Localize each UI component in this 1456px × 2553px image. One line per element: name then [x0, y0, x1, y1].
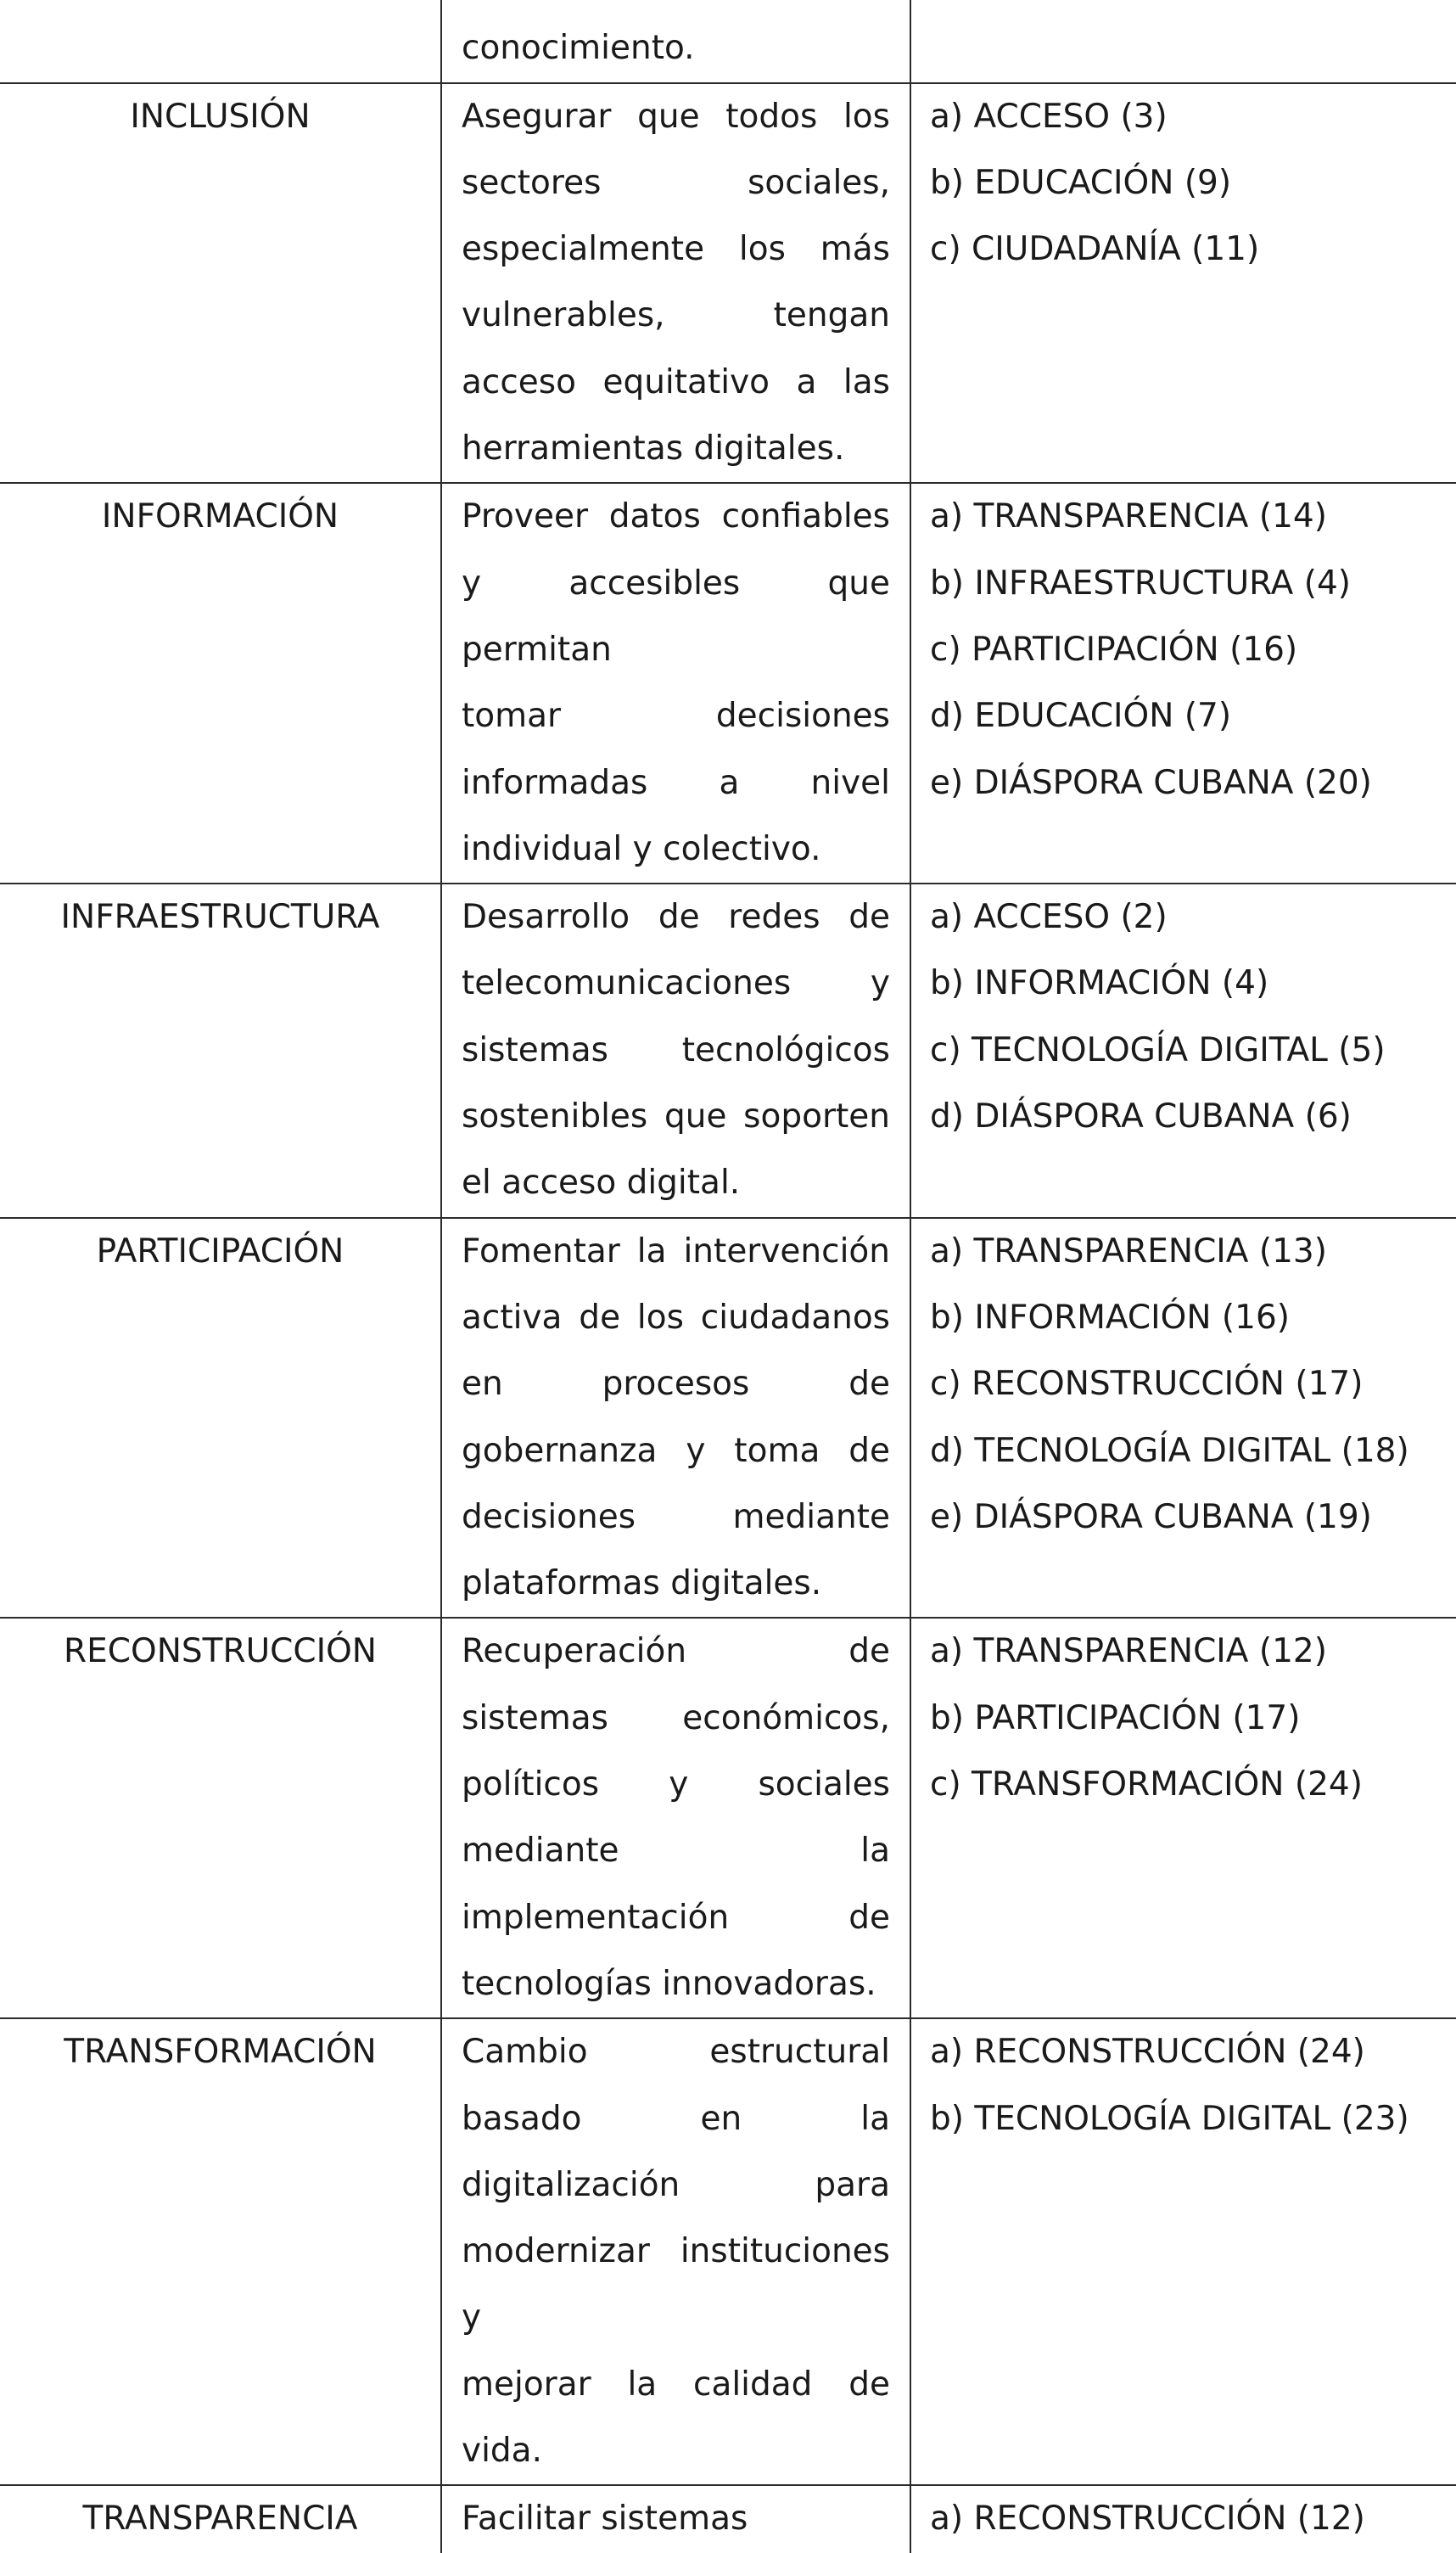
relation-item: a) ACCESO (3) [930, 97, 1168, 136]
definition-cell [441, 884, 910, 1217]
relations-cell [910, 483, 1456, 884]
definition-cell [441, 2018, 910, 2485]
definition-line: Asegurar que todos los [462, 97, 890, 136]
term-label: INCLUSIÓN [130, 97, 311, 136]
table-row [0, 0, 1456, 83]
relation-item: c) PARTICIPACIÓN (16) [930, 630, 1298, 669]
relations-cell [910, 2485, 1456, 2552]
relation-item: d) EDUCACIÓN (7) [930, 697, 1232, 736]
definition-line: Cambio estructural [462, 2033, 890, 2072]
table-row [0, 2485, 1456, 2552]
relations-cell [910, 1618, 1456, 2018]
table-row [0, 83, 1456, 484]
definition-line [462, 0, 890, 15]
relation-item: a) TRANSPARENCIA (13) [930, 1232, 1327, 1271]
term-cell [0, 1218, 441, 1619]
term-cell [0, 884, 441, 1217]
definition-line: Fomentar la intervención [462, 1232, 890, 1271]
definition-line: acceso equitativo a las [462, 362, 890, 401]
term-label: INFRAESTRUCTURA [60, 898, 380, 937]
definition-line: basado en la [462, 2099, 890, 2138]
relation-item: c) TRANSFORMACIÓN (24) [930, 1765, 1363, 1804]
relations-cell [910, 2018, 1456, 2485]
relation-item: c) RECONSTRUCCIÓN (17) [930, 1365, 1364, 1404]
term-label: TRANSFORMACIÓN [64, 2033, 377, 2072]
definition-line: vida. [462, 2431, 542, 2470]
term-label: TRANSPARENCIA [82, 2500, 358, 2539]
definition-cell [441, 1218, 910, 1619]
term-cell [0, 1618, 441, 2018]
relation-item: a) RECONSTRUCCIÓN (24) [930, 2033, 1365, 2072]
definition-line: herramientas digitales. [462, 429, 845, 469]
relation-item: c) CIUDADANÍA (11) [930, 230, 1260, 269]
relation-item: b) INFORMACIÓN (4) [930, 964, 1269, 1003]
definition-line: telecomunicaciones y [462, 964, 890, 1003]
relation-item: e) DIÁSPORA CUBANA (19) [930, 1497, 1372, 1536]
definition-line: sostenibles que soporten [462, 1097, 890, 1136]
term-cell [0, 83, 441, 484]
definition-line: gobernanza y toma de [462, 1431, 890, 1470]
definition-line: sistemas económicos, [462, 1698, 890, 1737]
relation-item: d) DIÁSPORA CUBANA (6) [930, 1097, 1352, 1136]
definition-line: Facilitar sistemas [462, 2500, 748, 2539]
table-row [0, 1618, 1456, 2018]
definition-line: Recuperación de [462, 1632, 890, 1671]
relation-item: a) ACCESO (2) [930, 898, 1168, 937]
definition-line: el acceso digital. [462, 1164, 741, 1203]
relation-item: b) TECNOLOGÍA DIGITAL (23) [930, 2099, 1409, 2138]
relation-item: c) TECNOLOGÍA DIGITAL (5) [930, 1030, 1386, 1069]
definition-line: sectores sociales, [462, 163, 890, 202]
definition-line: especialmente los más [462, 230, 890, 269]
definition-line: Desarrollo de redes de [462, 898, 890, 937]
definition-line: vulnerables, tengan [462, 296, 890, 335]
table-row [0, 483, 1456, 884]
table-row [0, 1218, 1456, 1619]
relations-cell [910, 83, 1456, 484]
definition-line: en procesos de [462, 1365, 890, 1404]
definition-line: informadas a nivel [462, 763, 890, 802]
term-label: PARTICIPACIÓN [96, 1232, 344, 1271]
definition-line: plataformas digitales. [462, 1564, 822, 1603]
definition-line: políticos y sociales [462, 1765, 890, 1804]
relation-item: b) PARTICIPACIÓN (17) [930, 1698, 1301, 1737]
definition-line: y accesibles que permitan [462, 564, 890, 669]
term-label: RECONSTRUCCIÓN [64, 1632, 377, 1671]
definition-cell [441, 1618, 910, 2018]
term-label: INFORMACIÓN [101, 497, 339, 536]
definition-line: Proveer datos confiables [462, 497, 890, 536]
definition-line: activa de los ciudadanos [462, 1298, 890, 1337]
definition-line: tecnologías innovadoras. [462, 1964, 876, 2003]
relation-item: b) EDUCACIÓN (9) [930, 163, 1232, 202]
relations-cell [910, 0, 1456, 83]
relation-item: a) RECONSTRUCCIÓN (12) [930, 2500, 1365, 2539]
definition-cell [441, 2485, 910, 2552]
relations-cell [910, 1218, 1456, 1619]
term-cell [0, 483, 441, 884]
relation-item: d) TECNOLOGÍA DIGITAL (18) [930, 1431, 1409, 1470]
definition-line: modernizar instituciones y [462, 2232, 890, 2337]
relation-item: e) DIÁSPORA CUBANA (20) [930, 763, 1372, 802]
definition-line: conocimiento. [462, 29, 695, 68]
relation-item: b) INFRAESTRUCTURA (4) [930, 564, 1351, 603]
table-row [0, 2018, 1456, 2485]
relations-cell [910, 884, 1456, 1217]
definition-line: individual y colectivo. [462, 829, 821, 868]
table-row [0, 884, 1456, 1217]
definition-line: tomar decisiones [462, 697, 890, 736]
term-cell [0, 2018, 441, 2485]
relation-item: a) TRANSPARENCIA (14) [930, 497, 1327, 536]
definition-line: sistemas tecnológicos [462, 1030, 890, 1069]
term-cell [0, 0, 441, 83]
definition-cell [441, 483, 910, 884]
definition-line: decisiones mediante [462, 1497, 890, 1536]
relation-item: a) TRANSPARENCIA (12) [930, 1632, 1327, 1671]
term-cell [0, 2485, 441, 2552]
definition-line: digitalización para [462, 2165, 890, 2204]
definition-cell [441, 83, 910, 484]
definition-line: mejorar la calidad de [462, 2365, 890, 2404]
relation-item: b) INFORMACIÓN (16) [930, 1298, 1290, 1337]
definition-line: mediante la [462, 1832, 890, 1871]
definition-cell [441, 0, 910, 83]
definition-line: implementación de [462, 1898, 890, 1937]
